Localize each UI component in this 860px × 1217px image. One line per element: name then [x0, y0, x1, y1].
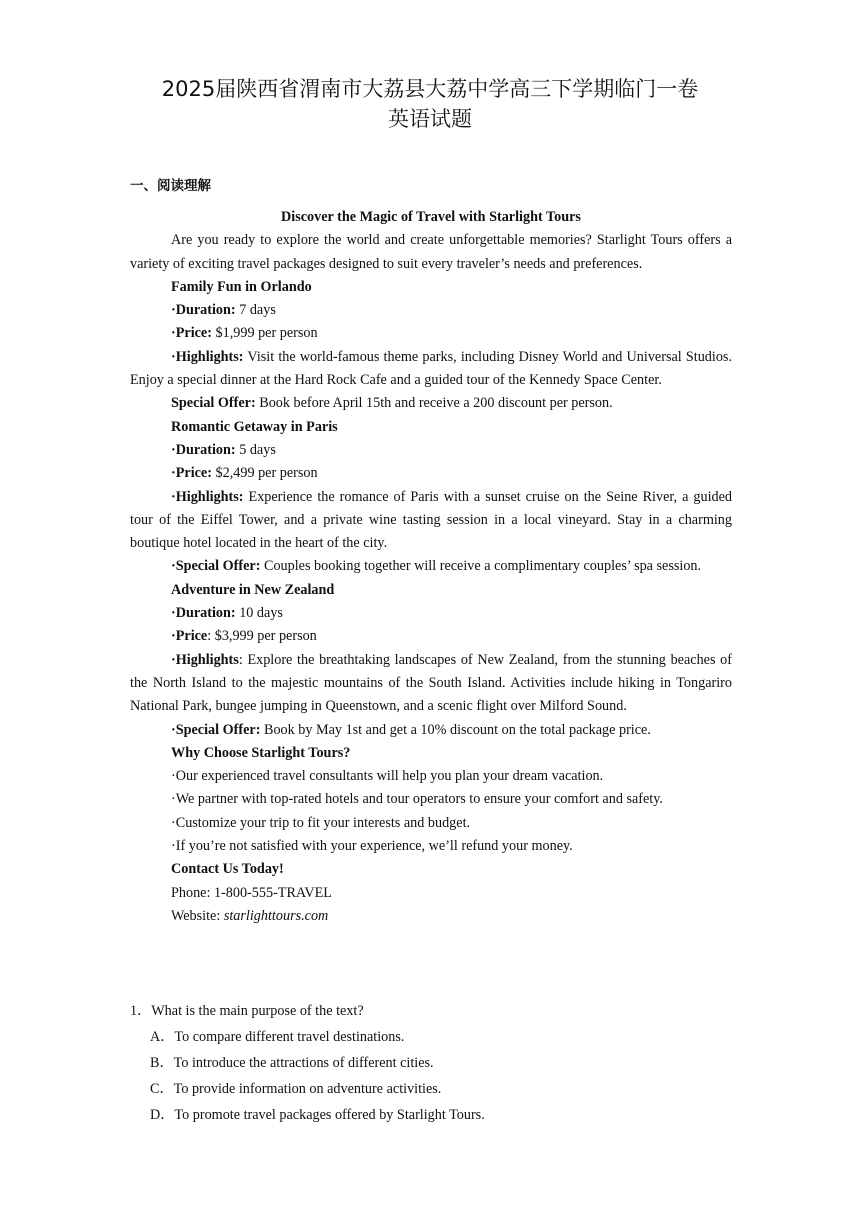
option-c: C．To provide information on adventure activities.: [150, 1081, 442, 1097]
section-heading: 一、阅读理解: [130, 178, 211, 194]
package-3-highlights: ·Highlights: Explore the breathtaking landscapes of New Zealand, from the stunning beaches of the North Island to the majestic mountains of the South Island. Activities include hiking in Tongariro National Park, bungee jumping in Queenstown, and a scenic flight over Milford Sound.: [130, 651, 732, 715]
contact-heading: Contact Us Today!: [171, 861, 284, 878]
document-title-line1: 2025届陕西省渭南市大荔县大荔中学高三下学期临门一卷: [161, 77, 699, 101]
option-b: B．To introduce the attractions of different cities.: [150, 1055, 434, 1071]
website-link: starlighttours.com: [223, 907, 329, 924]
package-2-duration: ·Duration: 5 days: [171, 441, 276, 458]
package-3-price: ·Price: $3,999 per person: [171, 628, 317, 645]
package-3-duration: ·Duration: 10 days: [171, 605, 283, 622]
why-item: ·Our experienced travel consultants will help you plan your dream vacation.: [171, 768, 604, 785]
passage-heading: Discover the Magic of Travel with Starlight Tours: [281, 209, 581, 225]
package-1-highlights: ·Highlights: Visit the world-famous theme parks, including Disney World and Universal Studios. Enjoy a special dinner at the Hard Rock Cafe and a guided tour of the Kennedy Space Center.: [130, 348, 732, 389]
document-title-line2: 英语试题: [388, 107, 472, 131]
why-item: ·Customize your trip to fit your interests and budget.: [171, 814, 471, 831]
why-item: ·If you’re not satisfied with your experience, we’ll refund your money.: [171, 838, 573, 855]
package-1-duration: ·Duration: 7 days: [171, 302, 276, 319]
passage-intro: Are you ready to explore the world and create unforgettable memories? Starlight Tours offers a variety of exciting travel packages designed to suit every traveler’s needs and preferences.: [130, 232, 732, 272]
package-2-highlights: ·Highlights: Experience the romance of Paris with a sunset cruise on the Seine River, a guided tour of the Eiffel Tower, and a private wine tasting session in a local vineyard. Stay in a charming boutique hotel located in the heart of the city.: [130, 488, 732, 552]
why-heading: Why Choose Starlight Tours?: [171, 744, 351, 761]
package-2-offer: ·Special Offer: Couples booking together will receive a complimentary couples’ spa session.: [171, 558, 702, 575]
why-item: ·We partner with top-rated hotels and tour operators to ensure your comfort and safety.: [171, 791, 663, 808]
package-3-name: Adventure in New Zealand: [171, 581, 335, 598]
option-a: A．To compare different travel destinations.: [150, 1029, 405, 1045]
reading-passage: [130, 206, 732, 928]
package-2-price: ·Price: $2,499 per person: [171, 465, 318, 482]
package-1-name: Family Fun in Orlando: [171, 278, 312, 295]
package-3-offer: ·Special Offer: Book by May 1st and get a 10% discount on the total package price.: [171, 721, 651, 738]
package-2-name: Romantic Getaway in Paris: [171, 418, 338, 435]
contact-website: Website: starlighttours.com: [171, 907, 329, 924]
contact-phone: Phone: 1-800-555-TRAVEL: [171, 884, 332, 901]
question-1-stem: 1．What is the main purpose of the text?: [130, 1003, 364, 1019]
package-1-offer: Special Offer: Book before April 15th and receive a 200 discount per person.: [171, 395, 613, 412]
option-d: D．To promote travel packages offered by Starlight Tours.: [150, 1107, 485, 1123]
question-block: [130, 998, 732, 1128]
package-1-price: ·Price: $1,999 per person: [171, 325, 318, 342]
